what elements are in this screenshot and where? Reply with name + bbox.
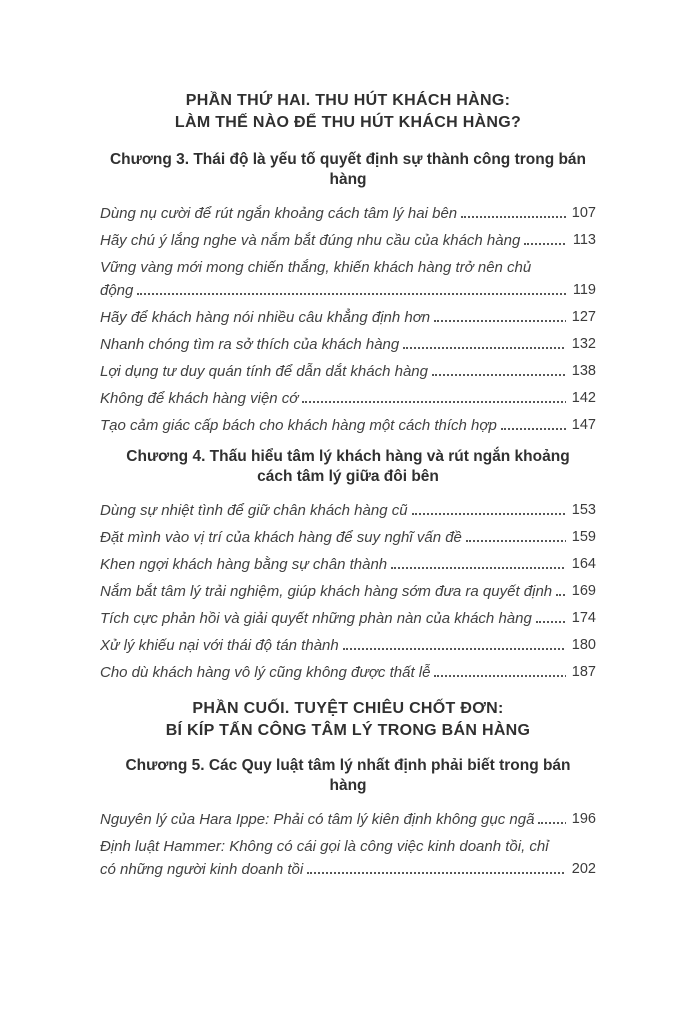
entry-title: Nắm bắt tâm lý trải nghiệm, giúp khách hàng sớm đưa ra quyết định — [100, 583, 556, 600]
entry-title: Định luật Hammer: Không có cái gọi là công việc kinh doanh tồi, chỉ có những người kinh doanh tồi — [100, 838, 549, 878]
toc-entry — [100, 360, 596, 383]
entry-page-number: 147 — [566, 414, 596, 437]
entry-title: Vững vàng mới mong chiến thắng, khiến khách hàng trở nên chủ động — [100, 259, 532, 299]
toc-entry — [100, 202, 596, 225]
toc-entry — [100, 333, 596, 356]
entry-page-number: 107 — [566, 202, 596, 225]
entry-page-number: 153 — [566, 499, 596, 522]
entry-title: Hãy chú ý lắng nghe và nắm bắt đúng nhu cầu của khách hàng — [100, 232, 524, 249]
chapter-4-entries — [100, 499, 596, 684]
part-two-title-line1: PHẦN THỨ HAI. THU HÚT KHÁCH HÀNG: — [185, 92, 511, 109]
entry-page-number: 187 — [566, 661, 596, 684]
entry-title: Lợi dụng tư duy quán tính để dẫn dắt khách hàng — [100, 363, 432, 380]
part-two-title — [100, 90, 596, 134]
toc-entry — [100, 526, 596, 549]
part-two-title-line2: LÀM THẾ NÀO ĐỂ THU HÚT KHÁCH HÀNG? — [174, 114, 522, 131]
toc-entry — [100, 256, 596, 302]
entry-title: Nhanh chóng tìm ra sở thích của khách hàng — [100, 336, 403, 353]
chapter-5-entries — [100, 808, 596, 881]
toc-entry — [100, 634, 596, 657]
entry-page-number: 180 — [566, 634, 596, 657]
toc-entry — [100, 414, 596, 437]
entry-title: Khen ngợi khách hàng bằng sự chân thành — [100, 556, 391, 573]
part-final-title-line2: BÍ KÍP TẤN CÔNG TÂM LÝ TRONG BÁN HÀNG — [165, 722, 531, 739]
entry-page-number: 196 — [566, 808, 596, 831]
entry-title: Đặt mình vào vị trí của khách hàng để suy nghĩ vấn đề — [100, 529, 466, 546]
toc-entry — [100, 808, 596, 831]
entry-title: Dùng sự nhiệt tình để giữ chân khách hàng cũ — [100, 502, 412, 519]
entry-title: Xử lý khiếu nại với thái độ tán thành — [100, 637, 343, 654]
entry-title: Dùng nụ cười để rút ngắn khoảng cách tâm lý hai bên — [100, 205, 461, 222]
toc-entry — [100, 387, 596, 410]
entry-title: Tạo cảm giác cấp bách cho khách hàng một cách thích hợp — [100, 417, 501, 434]
toc-entry — [100, 553, 596, 576]
entry-page-number: 169 — [566, 580, 596, 603]
chapter-3-entries — [100, 202, 596, 437]
toc-entry — [100, 661, 596, 684]
entry-page-number: 142 — [566, 387, 596, 410]
entry-page-number: 159 — [566, 526, 596, 549]
entry-title: Nguyên lý của Hara Ippe: Phải có tâm lý kiên định không gục ngã — [100, 811, 538, 828]
toc-entry — [100, 229, 596, 252]
entry-page-number: 174 — [566, 607, 596, 630]
entry-title: Tích cực phản hồi và giải quyết những phàn nàn của khách hàng — [100, 610, 536, 627]
entry-page-number: 113 — [567, 229, 596, 252]
chapter-3-title: Chương 3. Thái độ là yếu tố quyết định sự thành công trong bán hàng — [109, 151, 587, 188]
entry-page-number: 132 — [566, 333, 596, 356]
toc-entry — [100, 306, 596, 329]
entry-page-number: 164 — [566, 553, 596, 576]
toc-entry — [100, 835, 596, 881]
entry-page-number: 127 — [566, 306, 596, 329]
entry-title: Cho dù khách hàng vô lý cũng không được thất lễ — [100, 664, 434, 681]
toc-entry — [100, 607, 596, 630]
part-final-title-line1: PHẦN CUỐI. TUYỆT CHIÊU CHỐT ĐƠN: — [192, 700, 504, 717]
entry-page-number: 202 — [566, 858, 596, 881]
part-final-title — [100, 698, 596, 742]
entry-page-number: 119 — [567, 279, 596, 302]
entry-page-number: 138 — [566, 360, 596, 383]
entry-title: Không để khách hàng viện cớ — [100, 390, 302, 407]
chapter-5-title: Chương 5. Các Quy luật tâm lý nhất định phải biết trong bán hàng — [125, 757, 571, 794]
toc-entry — [100, 499, 596, 522]
chapter-4-title: Chương 4. Thấu hiểu tâm lý khách hàng và rút ngắn khoảng cách tâm lý giữa đôi bên — [126, 448, 570, 485]
entry-title: Hãy để khách hàng nói nhiều câu khẳng định hơn — [100, 309, 434, 326]
toc-entry — [100, 580, 596, 603]
